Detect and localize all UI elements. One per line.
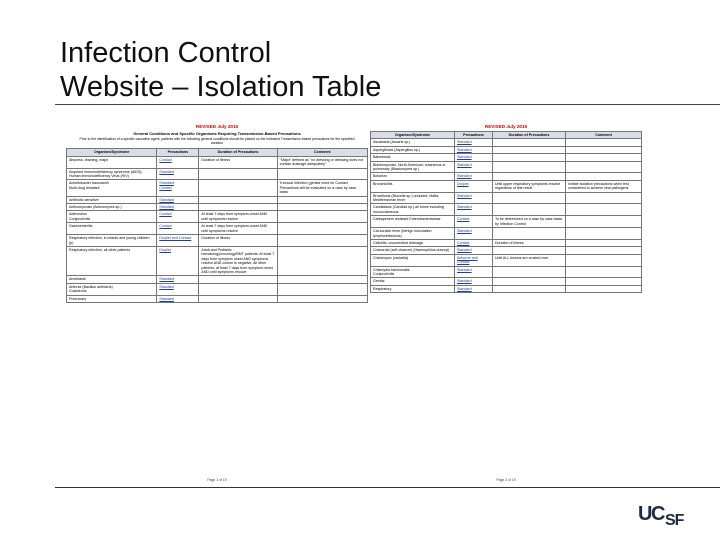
document-intro: Prior to the identification of a specific causative agent, patients with the following general conditions should be placed on the indicated Transmission-based precautions for the specified duration (79, 137, 355, 146)
isolation-table-page-1 (66, 122, 368, 484)
title-divider (55, 104, 720, 105)
organism-cell: Chickenpox (varicella) (371, 254, 455, 266)
document-heading: General Conditions and Specific Organisms Requiring Transmission-Based Precautions (133, 131, 301, 136)
slide-title (60, 36, 381, 104)
footer-divider (55, 487, 720, 488)
precautions-cell[interactable]: Standard (455, 161, 493, 173)
svg-text:UC: UC (638, 503, 664, 525)
precautions-cell[interactable]: Standard (455, 266, 493, 278)
table-row (371, 192, 642, 204)
isolation-table (66, 148, 368, 303)
organism-cell: Chlamydia trachomatis Conjunctivitis (371, 266, 455, 278)
table-row (67, 156, 368, 168)
table-row (67, 211, 368, 223)
comment-cell (566, 266, 642, 278)
duration-cell (492, 204, 565, 216)
precautions-cell[interactable]: Standard (157, 283, 199, 295)
duration-cell (492, 139, 565, 146)
precautions-cell[interactable]: Standard (455, 278, 493, 285)
precautions-cell[interactable]: Standard (157, 204, 199, 211)
duration-cell (492, 154, 565, 161)
organism-cell: Acinetobacter baumannii Multi-drug resistant (67, 180, 157, 196)
organism-cell: Blastomycosis, North American; cutaneous or pulmonary (Blastomyces sp.) (371, 161, 455, 173)
duration-cell: Duration of illness (199, 235, 277, 247)
table-row (67, 283, 368, 295)
precautions-cell[interactable]: Standard (455, 154, 493, 161)
duration-cell (492, 192, 565, 204)
organism-cell: Botulism (371, 173, 455, 180)
table-row (371, 139, 642, 146)
organism-cell: Ascariasis (Ascaris sp.) (371, 139, 455, 146)
duration-cell (492, 278, 565, 285)
comment-cell: Initiate isolation precautions when test considered to achieve viral pathogens (566, 180, 642, 192)
comment-cell (566, 192, 642, 204)
organism-cell: Abscess, draining, major (67, 156, 157, 168)
organism-cell: Pulmonary (67, 295, 157, 302)
table-row (371, 216, 642, 228)
ucsf-logo (638, 498, 692, 528)
duration-cell: To be determined on a case by case basis by Infection Control (492, 216, 565, 228)
duration-cell (492, 285, 565, 292)
comment-cell (277, 235, 367, 247)
table-row (67, 168, 368, 180)
organism-cell: Antibiotic sensitive (67, 196, 157, 203)
duration-cell: Duration of illness (199, 156, 277, 168)
table-row (371, 228, 642, 240)
comment-cell (277, 223, 367, 235)
precautions-cell[interactable]: Standard Contact (157, 180, 199, 196)
duration-cell: Duration of illness (492, 239, 565, 246)
organism-cell: Cellulitis, uncontrolled drainage (371, 239, 455, 246)
comment-cell (566, 228, 642, 240)
table-row (371, 285, 642, 292)
revised-date: REVISED July 2015 (484, 124, 528, 129)
precautions-cell[interactable]: Standard (157, 295, 199, 302)
duration-cell: Until upper respiratory symptoms resolve regardless of test result (492, 180, 565, 192)
duration-cell: At least 7 days from symptom-onset AND until symptoms resolve (199, 211, 277, 223)
organism-cell: Actinomycosis (Actinomyces sp.) (67, 204, 157, 211)
comment-cell (277, 168, 367, 180)
duration-cell (199, 276, 277, 283)
comment-cell (566, 254, 642, 266)
column-header: Precautions (157, 149, 199, 156)
organism-cell: Amebiasis (67, 276, 157, 283)
table-row (67, 295, 368, 302)
organism-cell: Respiratory infection, in infants and young children (p) (67, 235, 157, 247)
duration-cell (199, 283, 277, 295)
comment-cell (566, 154, 642, 161)
duration-cell: Until ALL lesions are crusted over (492, 254, 565, 266)
duration-cell: Adult and Pediatric hematology/oncology/BMT patients: At least 7 days from symptom onset AND symptoms resolve AND culture is negative. All other patients: at least 7 days from symptom-onset AND until symptoms resolve (199, 246, 277, 275)
precautions-cell[interactable]: Standard (157, 168, 199, 180)
comment-cell (566, 278, 642, 285)
table-row (67, 180, 368, 196)
table-row (371, 278, 642, 285)
table-row (67, 223, 368, 235)
slide-title-line-1: Infection Control (60, 37, 272, 69)
table-row (67, 196, 368, 203)
table-header-row (67, 149, 368, 156)
table-header-row (371, 132, 642, 139)
organism-cell: Gastroenteritis (67, 223, 157, 235)
comment-cell: "Major" defined as "no dressing or dressing does not contain drainage adequately" (277, 156, 367, 168)
precautions-cell[interactable]: Droplet and Contact (157, 235, 199, 247)
comment-cell (566, 247, 642, 254)
table-row (371, 254, 642, 266)
isolation-table-page-2 (370, 122, 642, 484)
column-header: Comment (566, 132, 642, 139)
duration-cell (199, 295, 277, 302)
column-header: Organism/Syndrome (371, 132, 455, 139)
comment-cell (277, 246, 367, 275)
precautions-cell[interactable]: Airborne and Contact (455, 254, 493, 266)
organism-cell: Aspergillosis (Aspergillus sp.) (371, 146, 455, 153)
table-row (67, 204, 368, 211)
comment-cell (277, 276, 367, 283)
organism-cell: Babesiosis (371, 154, 455, 161)
column-header: Precautions (455, 132, 493, 139)
column-header: Comment (277, 149, 367, 156)
precautions-cell[interactable]: Standard (455, 247, 493, 254)
table-row (371, 204, 642, 216)
organism-cell: Adenovirus Conjunctivitis (67, 211, 157, 223)
organism-cell: Candidiasis (Candida sp.) all forms including mucocutaneous (371, 204, 455, 216)
table-row (67, 246, 368, 275)
table-row (371, 173, 642, 180)
organism-cell: Brucellosis (Brucella sp.) undulant, Malta, Mediterranean fever (371, 192, 455, 204)
comment-cell: If sexual infection (genital need for Contact Precautions will be evaluated on a case by case basis (277, 180, 367, 196)
duration-cell (492, 161, 565, 173)
comment-cell (566, 204, 642, 216)
duration-cell (492, 146, 565, 153)
precautions-cell[interactable]: Contact (157, 211, 199, 223)
duration-cell (492, 228, 565, 240)
table-row (371, 161, 642, 173)
duration-cell (199, 204, 277, 211)
comment-cell (566, 285, 642, 292)
comment-cell (277, 204, 367, 211)
revised-date: REVISED July 2015 (195, 124, 239, 129)
table-row (67, 276, 368, 283)
table-row (371, 266, 642, 278)
table-row (371, 247, 642, 254)
duration-cell (492, 247, 565, 254)
precautions-cell[interactable]: Standard (455, 204, 493, 216)
organism-cell: Respiratory (371, 285, 455, 292)
comment-cell (566, 173, 642, 180)
table-row (371, 146, 642, 153)
table-row (67, 235, 368, 247)
column-header: Organism/Syndrome (67, 149, 157, 156)
column-header: Duration of Precautions (199, 149, 277, 156)
precautions-cell[interactable]: Standard (455, 285, 493, 292)
precautions-cell[interactable]: Contact (455, 216, 493, 228)
comment-cell (566, 139, 642, 146)
organism-cell: Respiratory infection, all other patients (67, 246, 157, 275)
precautions-cell[interactable]: Standard (455, 173, 493, 180)
page-number: Page 2 of 19 (496, 478, 516, 482)
organism-cell: Carbapenem resistant Enterobacteriaceae (371, 216, 455, 228)
duration-cell (199, 168, 277, 180)
comment-cell (277, 196, 367, 203)
precautions-cell[interactable]: Standard (455, 139, 493, 146)
precautions-cell[interactable]: Standard (455, 228, 493, 240)
comment-cell (277, 295, 367, 302)
duration-cell: At least 7 days from symptom-onset AND until symptoms resolve (199, 223, 277, 235)
table-row (371, 154, 642, 161)
organism-cell: Acquired immunodeficiency syndrome (AIDS); Human immunodeficiency Virus (HIV) (67, 168, 157, 180)
column-header: Duration of Precautions (492, 132, 565, 139)
precautions-cell[interactable]: Contact (157, 156, 199, 168)
precautions-cell[interactable]: Droplet (455, 180, 493, 192)
precautions-cell[interactable]: Contact (157, 223, 199, 235)
precautions-cell[interactable]: Standard (157, 276, 199, 283)
comment-cell (566, 146, 642, 153)
precautions-cell[interactable]: Standard (455, 192, 493, 204)
slide-title-line-2: Website – Isolation Table (60, 71, 382, 103)
organism-cell: Cat-scratch fever (benign inoculation lymphoreticulosis) (371, 228, 455, 240)
comment-cell (566, 216, 642, 228)
comment-cell (277, 211, 367, 223)
organism-cell: Genital (371, 278, 455, 285)
precautions-cell[interactable]: Contact (455, 239, 493, 246)
precautions-cell[interactable]: Standard (157, 196, 199, 203)
comment-cell (277, 283, 367, 295)
organism-cell: Chancroid (soft chancre) (Haemophilus ducreyi) (371, 247, 455, 254)
duration-cell (199, 196, 277, 203)
duration-cell (199, 180, 277, 196)
comment-cell (566, 239, 642, 246)
organism-cell: Anthrax (Bacillus anthracis) Cutaneous (67, 283, 157, 295)
page-number: Page 1 of 19 (207, 478, 227, 482)
precautions-cell[interactable]: Droplet (157, 246, 199, 275)
duration-cell (492, 173, 565, 180)
precautions-cell[interactable]: Standard (455, 146, 493, 153)
table-row (371, 180, 642, 192)
comment-cell (566, 161, 642, 173)
table-row (371, 239, 642, 246)
svg-text:SF: SF (665, 512, 684, 528)
isolation-table (370, 131, 642, 293)
duration-cell (492, 266, 565, 278)
organism-cell: Bronchiolitis (371, 180, 455, 192)
